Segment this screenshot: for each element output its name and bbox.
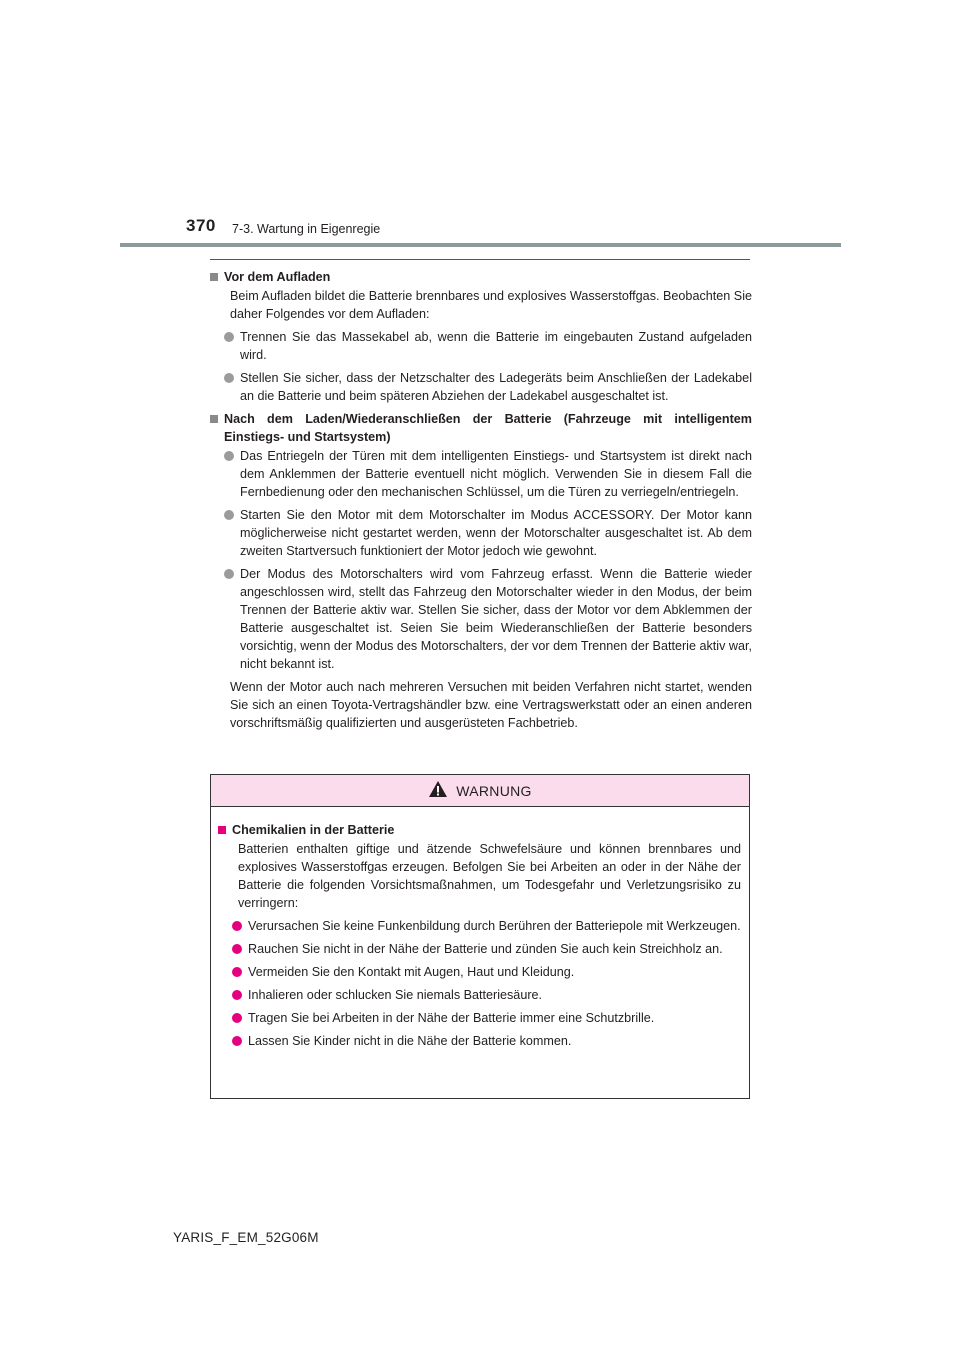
circle-bullet-icon	[232, 990, 242, 1000]
section-intro: Beim Aufladen bildet die Batterie brennbares und explosives Wasserstoffgas. Beobachten Sie daher Folgendes vor dem Aufladen:	[230, 289, 752, 321]
warning-triangle-icon	[428, 780, 448, 801]
square-bullet-icon	[210, 273, 218, 281]
section-heading: Vor dem Aufladen	[210, 268, 752, 286]
circle-bullet-icon	[224, 510, 234, 520]
circle-bullet-icon	[232, 1036, 242, 1046]
list-item: Verursachen Sie keine Funkenbildung durch Berühren der Batteriepole mit Werkzeugen.	[218, 917, 741, 935]
warning-heading: Chemikalien in der Batterie	[218, 821, 741, 839]
page-number: 370	[186, 216, 216, 235]
list-item: Trennen Sie das Massekabel ab, wenn die Batterie im eingebauten Zustand aufgeladen wird.	[210, 328, 752, 364]
circle-bullet-icon	[224, 569, 234, 579]
list-item: Starten Sie den Motor mit dem Motorschalter im Modus ACCESSORY. Der Motor kann möglicherweise nicht gestartet werden, wenn der Motorschalter ausgeschaltet ist. Ab dem zweiten Startversuch funktioniert der Motor jedoch wie gewohnt.	[210, 506, 752, 560]
top-rule	[210, 259, 750, 260]
warning-header	[211, 775, 749, 807]
list-item: Tragen Sie bei Arbeiten in der Nähe der Batterie immer eine Schutzbrille.	[218, 1009, 741, 1027]
circle-bullet-icon	[232, 921, 242, 931]
list-item: Das Entriegeln der Türen mit dem intelligenten Einstiegs- und Startsystem ist direkt nach dem Anklemmen der Batterie eventuell nicht möglich. Verwenden Sie in diesem Fall die Fernbedienung oder den mechanischen Schlüssel, um die Türen zu verriegeln/entriegeln.	[210, 447, 752, 501]
warning-title: WARNUNG	[456, 782, 532, 799]
circle-bullet-icon	[224, 373, 234, 383]
circle-bullet-icon	[232, 944, 242, 954]
circle-bullet-icon	[232, 1013, 242, 1023]
section-heading: Nach dem Laden/Wiederanschließen der Batterie (Fahrzeuge mit intelligentem Einstiegs- und Startsystem)	[210, 410, 752, 446]
square-bullet-icon	[210, 415, 218, 423]
document-code: YARIS_F_EM_52G06M	[173, 1230, 319, 1245]
header-rule	[120, 243, 841, 247]
list-item: Lassen Sie Kinder nicht in die Nähe der Batterie kommen.	[218, 1032, 741, 1050]
list-item: Inhalieren oder schlucken Sie niemals Batteriesäure.	[218, 986, 741, 1004]
list-item: Stellen Sie sicher, dass der Netzschalter des Ladegeräts beim Anschließen der Ladekabel an die Batterie und beim späteren Abziehen der Ladekabel ausgeschaltet ist.	[210, 369, 752, 405]
closing-paragraph: Wenn der Motor auch nach mehreren Versuchen mit beiden Verfahren nicht startet, wenden Sie sich an einen Toyota-Vertragshändler bzw. eine Vertragswerkstatt oder an einen anderen vorschriftsmäßig qualifizierten und ausgerüsteten Fachbetrieb.	[230, 680, 752, 730]
warning-intro: Batterien enthalten giftige und ätzende Schwefelsäure und können brennbares und explosives Wasserstoffgas erzeugen. Befolgen Sie bei Arbeiten an oder in der Nähe der Batterie die folgenden Vorsichtsmaßnahmen, um Todesgefahr und Verletzungsrisiko zu verringern:	[238, 842, 741, 910]
circle-bullet-icon	[224, 332, 234, 342]
section-title: 7-3. Wartung in Eigenregie	[232, 222, 381, 236]
warning-box	[210, 774, 750, 1099]
square-bullet-icon	[218, 826, 226, 834]
circle-bullet-icon	[232, 967, 242, 977]
main-content	[210, 268, 752, 732]
list-item: Rauchen Sie nicht in der Nähe der Batterie und zünden Sie auch kein Streichholz an.	[218, 940, 741, 958]
list-item: Der Modus des Motorschalters wird vom Fahrzeug erfasst. Wenn die Batterie wieder angeschlossen wird, stellt das Fahrzeug den Motorschalter wieder in den Modus, der beim Trennen der Batterie aktiv war. Stellen Sie sicher, dass der Motor vor dem Abklemmen der Batterie ausgeschaltet ist. Seien Sie beim Wiederanschließen der Batterie besonders vorsichtig, wenn der Modus des Motorschalters, der vor dem Trennen der Batterie aktiv war, nicht bekannt ist.	[210, 565, 752, 673]
list-item: Vermeiden Sie den Kontakt mit Augen, Haut und Kleidung.	[218, 963, 741, 981]
circle-bullet-icon	[224, 451, 234, 461]
warning-body	[211, 807, 749, 1050]
